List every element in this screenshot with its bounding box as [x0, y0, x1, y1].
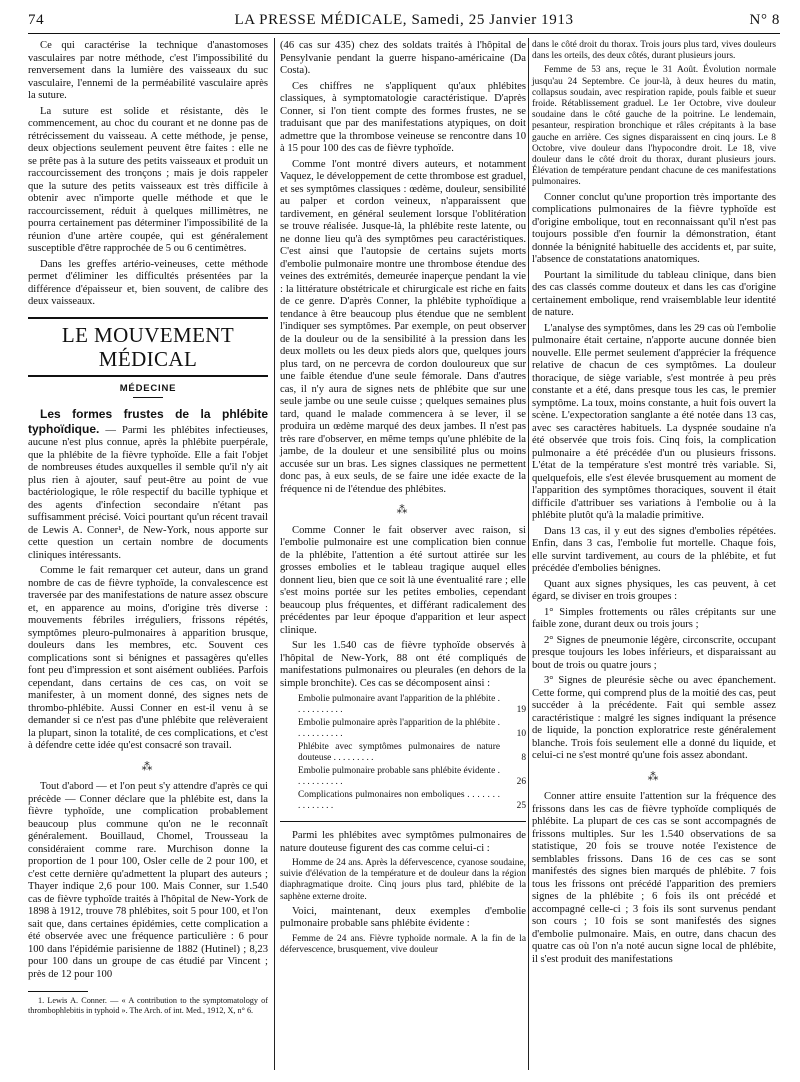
table-row: [280, 789, 526, 813]
article-lead-text: — Parmi les phlébites infectieuses, aucune n'est plus connue, après la phlébite puerpérale, que la phlébite de la fièvre typhoïde. Elle a fait l'objet de nombreuses études auxquelles il semble qu'il n'y ait plus rien à ajouter, sauf peut-être au point de vue bactériologique, le rôle respectif du bacille typhique et des agents d'infection secondaire n'étant pas suffisamment précisé. Voici pourtant qu'un récent travail de Lewis A. Conner¹, de New-York, nous apporte sur cette question un certain nombre de documents cliniques intéressants.: [28, 424, 268, 561]
case-report: [532, 40, 776, 189]
column-3: [532, 40, 776, 969]
paragraph: Conner conclut qu'une proportion très importante des complications pulmonaires de la fièvre typhoïde est d'origine embolique, tout en reconnaissant qu'il n'est pas toujours possible d'en fournir la démonstration, étant donnée la bénignité habituelle des accidents et, par suite, l'absence de constatations anatomiques.: [532, 191, 776, 266]
footnote: 1. Lewis A. Conner. — « A contribution to the symptomatology of thrombophlebitis in typhoid ». The Arch. of int. Med., 1912, X, n° 6.: [28, 996, 268, 1015]
case-text: Femme de 24 ans. Fièvre typhoïde normale. A la fin de la défervescence, brusquement, vive douleur: [280, 933, 526, 956]
row-value: 19: [516, 705, 526, 715]
asterism: ⁂: [141, 760, 155, 773]
row-value: 26: [516, 777, 526, 787]
article-lead: [28, 408, 268, 562]
row-label: Embolie pulmonaire avant l'apparition de la phlébite . . . . . . . . . . .: [298, 694, 500, 715]
paragraph: Quant aux signes physiques, les cas peuvent, à cet égard, se diviser en trois groupes :: [532, 578, 776, 603]
case-text: Femme de 53 ans, reçue le 31 Août. Évolution normale jusqu'au 24 Septembre. Ce jour-là, à deux heures du matin, collapsus soudain, avec respiration rapide, pouls faible et sueur froide. Rétablissement graduel. Le 1er Octobre, vive douleur soudaine dans le côté gauche de la poitrine. Le lendemain, pesanteur, respiration bronchique et râles crépitants à la base gauche en arrière. Ces signes disparaissent en cinq jours. Le 8 Octobre, vive douleur dans l'hypocondre droit. Le 18, vive douleur dans le côté droit du thorax, durant plusieurs jours. Élévation de température pendant chacune de ces manifestations pulmonaires.: [532, 65, 776, 188]
paragraph: Pourtant la similitude du tableau clinique, dans bien des cas classés comme douteux et dans les cas d'origine certainement embolique, rend vraisemblable leur identité de nature.: [532, 269, 776, 319]
column-1: [28, 40, 268, 1019]
row-label: Embolie pulmonaire probable sans phlébite évidente . . . . . . . . . . .: [298, 766, 500, 787]
row-label: Embolie pulmonaire après l'apparition de la phlébite . . . . . . . . . . .: [298, 718, 500, 739]
issue-number: N° 8: [749, 12, 780, 28]
journal-title: LA PRESSE MÉDICALE, Samedi, 25 Janvier 1913: [234, 12, 574, 28]
asterism: ⁂: [396, 504, 410, 516]
table-row: [280, 741, 526, 765]
paragraph: Comme Conner le fait observer avec raison, si l'embolie pulmonaire est une complication bien connue de la phlébite, l'attention a été surtout attirée sur les grosses embolies et le tableau tragique auquel elles donnent lieu, bien que ce soit là une éventualité rare ; elle s'est moins portée sur les petites embolies, cependant beaucoup plus fréquentes, et différant radicalement des précédentes par leur époque d'apparition et leur aspect clinique.: [280, 524, 526, 636]
table-row: [280, 765, 526, 789]
column-divider: [274, 38, 275, 1070]
row-value: 8: [521, 753, 526, 763]
row-label: Phlébite avec symptômes pulmonaires de nature douteuse . . . . . . . . .: [298, 742, 500, 763]
rubric-heading: LE MOUVEMENT MÉDICAL: [28, 317, 268, 377]
asterism: ⁂: [647, 770, 661, 783]
paragraph: Ce qui caractérise la technique d'anastomoses vasculaires par notre méthode, c'est l'impossibilité du renversement dans la lumière des vaisseaux du suc vasculaire, l'ennemi de la perméabilité vasculaire après la suture.: [28, 40, 268, 101]
column-divider: [528, 38, 529, 1070]
table-row: [280, 717, 526, 741]
table-row: [280, 693, 526, 717]
row-label: Complications pulmonaires non emboliques . . . . . . . . . . . . . . .: [298, 790, 500, 811]
table-rule: [280, 821, 526, 822]
article-title: Les formes frustes de la phlébite typhoïdique.: [28, 407, 268, 436]
paragraph: Tout d'abord — et l'on peut s'y attendre d'après ce qui précède — Conner déclare que la phlébite est, dans la fièvre typhoïde, une complication probablement beaucoup plus commune qu'on ne le reconnaît généralement. Bouillaud, Chomel, Trousseau la considéraient comme rare. Murchison donne la proportion de 1 pour 100, Osler celle de 2 pour 100, et c'est cette dernière qu'admettent la plupart des auteurs ; Thayer indique 2,6 pour 100. Mais Conner, sur 1.540 cas de fièvre typhoïde traités à l'hôpital de New-York de 1898 à 1912, trouve 78 phlébites, soit 5 pour 100, et l'on sait que, dans certaines épidémies, cette complication a été observée avec une fréquence particulière : 6 pour 100 dans l'épidémie parisienne de 1882 (Hutinel) ; 8,23 pour 100 dans un groupe de cas étudié par Vincent ; près de 12 pour 100: [28, 781, 268, 980]
case-report: [280, 934, 526, 956]
footnote-rule: [28, 991, 88, 992]
paragraph: Dans 13 cas, il y eut des signes d'embolies répétées. Enfin, dans 3 cas, l'embolie fut mortelle. Chaque fois, elle survint tardivement, au cours de la phlébite, et fut précédée d'embolies bénignes.: [532, 525, 776, 575]
statistics-table: [280, 693, 526, 813]
row-value: 25: [516, 801, 526, 811]
section-rule: [133, 397, 163, 398]
row-value: 10: [516, 729, 526, 739]
paragraph: L'analyse des symptômes, dans les 29 cas où l'embolie pulmonaire était certaine, n'apporte aucune donnée bien nouvelle. Elle permet seulement d'apprécier la fréquence relative de chacun de ces symptômes. La douleur thoracique, de siège variable, s'est montrée à peu près constante et a été, dans presque tous les cas, le premier symptôme. La toux, moins constante, a huit fois ouvert la scène. L'expectoration sanglante a été notée dans 13 cas, avec ses caractères habituels. La dyspnée soudaine n'a été observée que trois fois. Cinq fois, la complication pulmonaire a été précédée d'un ou plusieurs frissons. L'état de la température s'est montré très variable. Si, quelquefois, elle s'est élevée brusquement au moment de l'apparition des symptômes thoraciques, souvent il était difficile d'attribuer ses variations à l'embolie ou à la phlébite plutôt qu'à la maladie primitive.: [532, 322, 776, 522]
paragraph: Dans les greffes artério-veineuses, cette méthode permet d'éliminer les difficultés présentées par la différence d'épaisseur et, bien souvent, de calibre des deux vaisseaux.: [28, 258, 268, 307]
paragraph: Ces chiffres ne s'appliquent qu'aux phlébites classiques, à symptomatologie caractéristique. D'après Conner, si l'on tient compte des formes frustes, ne se traduisant que par des manifestations atypiques, on doit admettre que la thrombose veineuse se rencontre dans 10 à 15 pour 100 des cas de fièvre typhoïde.: [280, 80, 526, 154]
list-item: 2° Signes de pneumonie légère, circonscrite, occupant presque toujours les lobes inférieurs, et disparaissant au bout de trois ou quatre jours ;: [532, 634, 776, 671]
case-text: dans le côté droit du thorax. Trois jours plus tard, vives douleurs dans les orteils, des deux côtés, durant plusieurs jours.: [532, 40, 776, 62]
page-header: [28, 12, 780, 34]
column-2: [280, 40, 526, 959]
paragraph: Comme le fait remarquer cet auteur, dans un grand nombre de cas de fièvre typhoïde, la convalescence est traversée par des manifestations de nature assez obscure et, en apparence au moins, d'origine très diverse : mouvements fébriles irréguliers, frissons répétés, symptômes pleuro-pulmonaires à apparition brusque, douleurs dans les membres, etc. Souvent ces complications sont si bénignes et passagères qu'elles font peu d'impression et sont aisément oubliées. Parfois cependant, dans certains de ces cas, on voit se manifester, à un moment donné, des signes nets de thrombo-phlébite. Aussi Conner en est-il venu à se demander si ce n'est pas d'une phlébite que relèveraient la plupart, sinon la totalité, de ces complications, et c'est à défendre cette idée qu'est consacré son travail.: [28, 565, 268, 751]
paragraph: Comme l'ont montré divers auteurs, et notamment Vaquez, le développement de cette thrombose est graduel, et ses symptômes classiques : œdème, douleur, sensibilité au palper et cordon veineux, n'apparaissent que tardivement, en général seulement lorsque l'oblitération se trouve réalisée. Jusque-là, la phlébite reste latente, ou ne donne lieu qu'à des symptômes peu caractéristiques. C'est ainsi que l'autopsie de certains sujets morts d'embolie pulmonaire montre une thrombose étendue des veines des extrémités, demeurée inaperçue pendant la vie : la littérature obstétricale et chirurgicale est riche en faits de ce genre. D'après Conner, la phlébite typhoïdique a tendance à être beaucoup plus étendue que ne semblent l'indiquer ses symptômes. Par exemple, on peut observer de la douleur ou de la sensibilité à la pression dans les deux mollets ou les deux pieds alors que, quelques jours plus tard, on ne percevra de cordon douloureux que sur une faible étendue d'une seule fémorale. Dans d'autres cas, il n'y aura de signes nets de phlébite que sur une seule jambe ou une seule cuisse ; quelques semaines plus tard, quand le malade commencera à se lever, il se produira un œdème marqué des deux jambes. Il n'est pas très rare d'observer, en même temps qu'une phlébite de la jambe, de la douleur et une sensibilité plus ou moins accusée sur un bras. Les signes classiques ne permettent donc pas, à eux seuls, de se faire une idée exacte de la fréquence ni de l'étendue des phlébites.: [280, 158, 526, 495]
paragraph: Sur les 1.540 cas de fièvre typhoïde observés à l'hôpital de New-York, 88 ont été compliqués de manifestations pulmonaires ou pleurales (en dehors de la simple bronchite). Ces cas se décomposent ainsi :: [280, 640, 526, 689]
page-number: 74: [28, 12, 45, 28]
signs-list: [532, 607, 776, 763]
paragraph: Conner attire ensuite l'attention sur la fréquence des frissons dans les cas de fièvre typhoïde compliqués de phlébite. La plupart de ces cas se sont accompagnés de frissons multiples. Sur les 1.540 observations de sa statistique, 20 fois se trouve notée l'existence de semblables frissons. Dans 16 de ces cas se sont manifestés des signes bien marqués de phlébite. 7 fois tous les frissons ont précédé l'apparition des premiers signes de la phlébite ; 6 fois ils ont précédé et accompagné celle-ci ; 3 fois ils sont survenus pendant son cours ; 10 fois se sont manifestés des signes d'embolie pulmonaire. Mais, en outre, dans chacun des quatre cas où l'on n'a noté aucun signe local de phlébite, il s'est produit des manifestations: [532, 791, 776, 965]
case-report: [280, 858, 526, 903]
header-rule: [28, 33, 780, 34]
paragraph: Voici, maintenant, deux exemples d'embolie pulmonaire probable sans phlébite évidente :: [280, 905, 526, 930]
section-heading: MÉDECINE: [119, 382, 177, 394]
paragraph: (46 cas sur 435) chez des soldats traités à l'hôpital de Pensylvanie pendant la guerre hispano-américaine (Da Costa).: [280, 40, 526, 76]
case-text: Homme de 24 ans. Après la défervescence, cyanose soudaine, suivie d'élévation de la température et de douleur dans la région diaphragmatique droite. Cinq jours plus tard, phlébite de la saphène externe droite.: [280, 858, 526, 902]
list-item: 3° Signes de pleurésie sèche ou avec épanchement. Cette forme, qui comprend plus de la moitié des cas, peut succéder à la précédente. Fait qui semble assez caractéristique : malgré les signes indiquant la présence de liquide, la ponction exploratrice reste généralement blanche. Trois fois seulement elle a donné du liquide, et celui-ci ne s'est montré qu'une fois assez abondant.: [532, 675, 776, 762]
paragraph: La suture est solide et résistante, dès le commencement, au choc du courant et ne donne pas de rétrécissement du vaisseau. A cette méthode, je pense, deux objections seulement peuvent être faites : elle ne se prête pas à la suture des petits vaisseaux et produit un raccourcissement des tronçons ; mais je dois rappeler que la suture des petits vaisseaux est très difficile à obtenir avec n'importe quelle méthode et que le raccourcissement, réduit à quelques millimètres, ne pourra certainement pas déterminer l'impossibilité de la réunion d'une artère coupée, qui est généralement susceptible d'être rapprochée de 5 ou 6 centimètres.: [28, 105, 268, 254]
paragraph: Parmi les phlébites avec symptômes pulmonaires de nature douteuse figurent des cas comme celui-ci :: [280, 830, 526, 854]
list-item: 1° Simples frottements ou râles crépitants sur une faible zone, durant deux ou trois jours ;: [532, 606, 776, 631]
